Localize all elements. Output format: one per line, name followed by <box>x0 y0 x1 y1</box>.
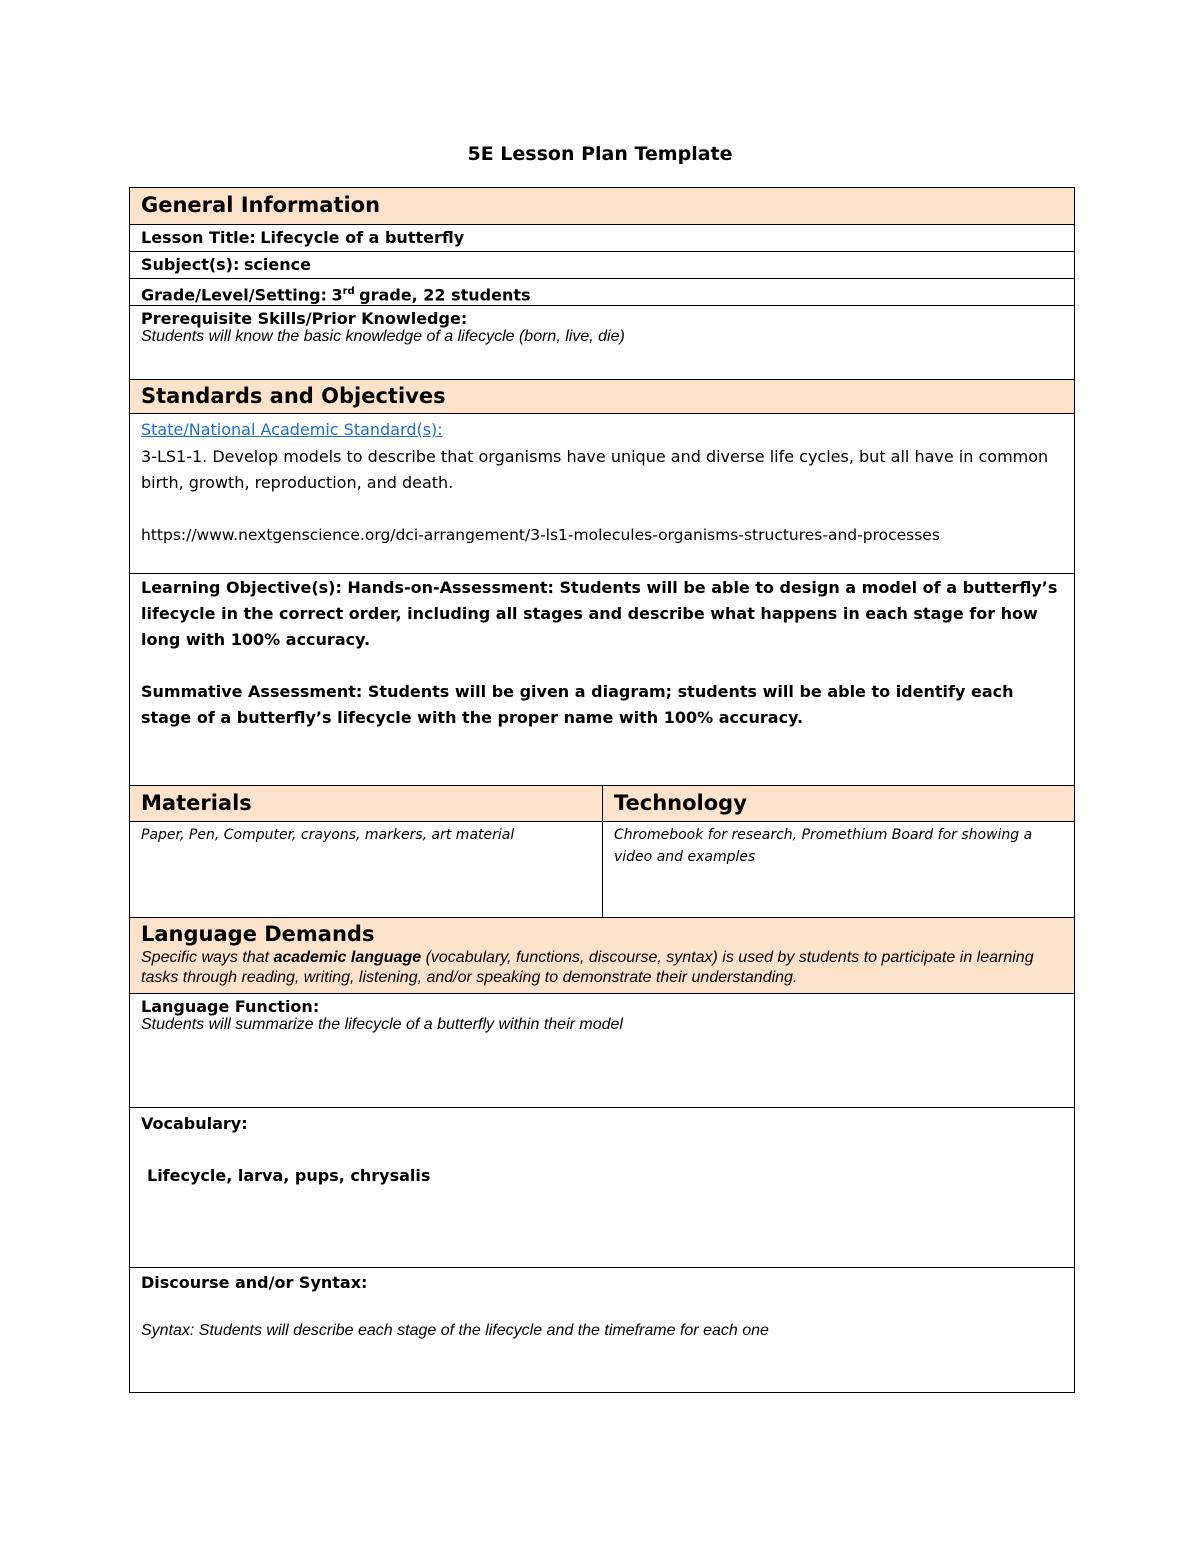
language-demands-header <box>130 918 1074 994</box>
vocabulary-label: Vocabulary: <box>141 1114 248 1133</box>
summative-assessment: Summative Assessment: Students will be given a diagram; students will be able to identify each stage of a butterfly’s lifecycle with the proper name with 100% accuracy. <box>141 682 1014 727</box>
prerequisite-label: Prerequisite Skills/Prior Knowledge: <box>141 309 468 328</box>
general-information-header <box>130 188 1074 225</box>
standards-heading: Standards and Objectives <box>141 384 446 408</box>
prerequisite-text: Students will know the basic knowledge of a lifecycle (born, live, die) <box>141 328 625 345</box>
standards-link[interactable]: State/National Academic Standard(s): <box>141 420 443 439</box>
technology-cell <box>603 822 1074 917</box>
language-function-text: Students will summarize the lifecycle of a butterfly within their model <box>141 1016 623 1033</box>
vocabulary-text: Lifecycle, larva, pups, chrysalis <box>147 1166 431 1185</box>
discourse-row <box>130 1268 1074 1392</box>
language-demands-intro <box>141 948 1063 988</box>
language-demands-heading: Language Demands <box>141 922 375 946</box>
lesson-table-main <box>129 187 1075 786</box>
technology-heading: Technology <box>614 791 747 815</box>
subject-row <box>130 252 1074 279</box>
lesson-title-label: Lesson Title: <box>141 228 256 247</box>
materials-cell <box>130 822 603 917</box>
learning-objective: Learning Objective(s): Hands-on-Assessment: Students will be able to design a model of a butterfly’s lifecycle in the correct order, including all stages and describe what happens in each stage for how long with 100% accuracy. <box>141 578 1058 649</box>
objectives-row <box>130 574 1074 785</box>
document-title: 5E Lesson Plan Template <box>467 143 733 165</box>
vocabulary-row <box>130 1108 1074 1268</box>
materials-text: Paper, Pen, Computer, crayons, markers, art material <box>141 827 515 843</box>
lesson-title-row <box>130 225 1074 252</box>
subject-label: Subject(s): <box>141 255 240 274</box>
standards-row <box>130 414 1074 574</box>
subject-value: science <box>243 255 311 274</box>
discourse-text: Syntax: Students will describe each stage of the lifecycle and the timeframe for each one <box>141 1322 769 1339</box>
standards-header <box>130 380 1074 414</box>
intro-bold: academic language <box>273 949 422 966</box>
language-demands-table <box>129 917 1075 1393</box>
language-function-label: Language Function: <box>141 997 320 1016</box>
intro-text-a: Specific ways that <box>141 949 274 966</box>
materials-heading: Materials <box>141 791 252 815</box>
grade-label: Grade/Level/Setting: <box>141 285 328 305</box>
grade-superscript: rd <box>342 286 355 297</box>
materials-technology-body <box>130 822 1074 917</box>
materials-technology-table <box>129 785 1075 918</box>
grade-number: 3 <box>331 285 343 305</box>
materials-technology-header <box>130 786 1074 822</box>
lesson-title-value: Lifecycle of a butterfly <box>260 228 465 247</box>
technology-text: Chromebook for research, Promethium Board for showing a video and examples <box>614 827 1033 865</box>
prerequisite-row <box>130 306 1074 380</box>
language-function-row <box>130 994 1074 1108</box>
technology-header-cell <box>603 786 1074 821</box>
standard-text: 3-LS1-1. Develop models to describe that organisms have unique and diverse life cycles, but all have in common birth, growth, reproduction, and death. <box>141 447 1049 492</box>
intro-text-b: (vocabulary, functions, discourse, syntax) is used by students to participate in learning tasks through reading, writing, listening, and/or speaking to demonstrate their understanding. <box>141 949 1034 986</box>
general-information-heading: General Information <box>141 193 381 217</box>
grade-value: grade, 22 students <box>359 285 531 305</box>
grade-row <box>130 279 1074 306</box>
standard-url: https://www.nextgenscience.org/dci-arrangement/3-ls1-molecules-organisms-structures-and-processes <box>141 526 940 544</box>
materials-header-cell <box>130 786 603 821</box>
discourse-label: Discourse and/or Syntax: <box>141 1273 368 1292</box>
